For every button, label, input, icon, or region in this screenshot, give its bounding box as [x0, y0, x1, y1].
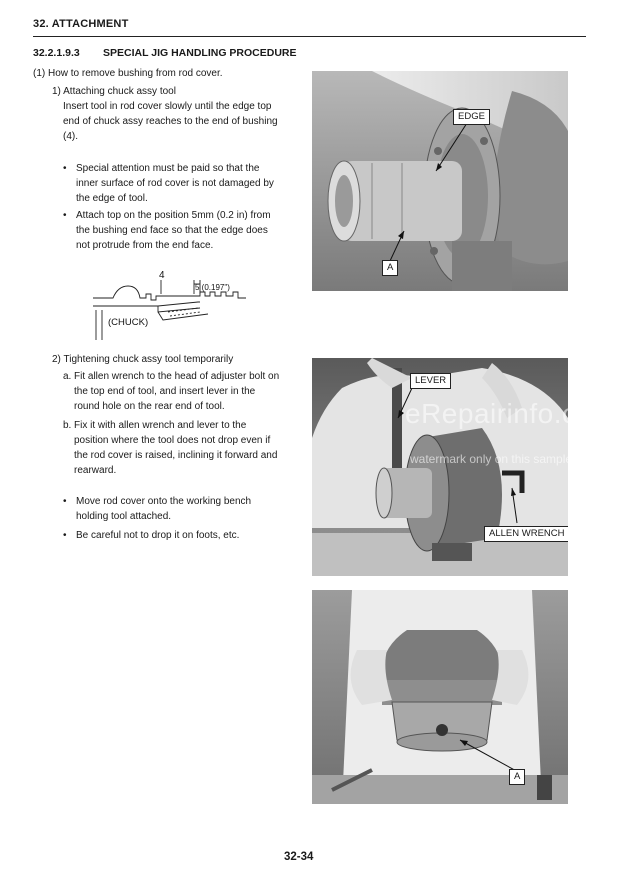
- step1-heading: (1) How to remove bushing from rod cover.: [33, 68, 223, 79]
- chuck-diagram: [88, 268, 268, 344]
- photo2-allen-wrench-label: ALLEN WRENCH: [484, 526, 568, 542]
- page-number: 32-34: [284, 851, 314, 863]
- bullet-dot: •: [63, 210, 67, 221]
- item-marker: a.: [63, 371, 72, 382]
- step1-sub-line-1: Insert tool in rod cover slowly until the edge top: [63, 101, 272, 112]
- photo2-lever-label: LEVER: [410, 373, 451, 389]
- photo-chuck-insertion: [312, 71, 568, 291]
- photo-rod-cover-carry: [312, 590, 568, 804]
- step2-item-b: [63, 418, 303, 480]
- item-line: the top end of tool, and insert lever in the: [74, 386, 256, 397]
- step2-sub-title: 2) Tightening chuck assy tool temporarily: [52, 354, 234, 365]
- item-line: round hole on the rear end of tool.: [74, 401, 225, 412]
- bullet-line: the edge of tool.: [76, 193, 148, 204]
- item-line: the rod cover is raised, inclining it forward and: [74, 450, 278, 461]
- step1-sub-line-3: (4).: [63, 131, 78, 142]
- step1-bullet-2: [63, 208, 323, 254]
- bullet-line: Be careful not to drop it on foots, etc.: [76, 530, 240, 541]
- bullet-line: not protrude from the end face.: [76, 240, 214, 251]
- photo-lever-wrench: [312, 358, 568, 576]
- bullet-line: Attach top on the position 5mm (0.2 in) from: [76, 210, 271, 221]
- bullet-line: the bushing end face so that the edge does: [76, 225, 268, 236]
- photo1-a-label: A: [382, 260, 398, 276]
- photo3-a-label: A: [509, 769, 525, 785]
- step2-item-a: [63, 369, 303, 415]
- photo1-edge-label: EDGE: [453, 109, 490, 125]
- section-number: 32.2.1.9.3: [33, 47, 80, 59]
- diagram-chuck-label: (CHUCK): [108, 317, 149, 328]
- bullet-dot: •: [63, 163, 67, 174]
- diagram-dimension-label: 5 (0.197"): [195, 283, 230, 292]
- item-line: rearward.: [74, 465, 117, 476]
- step2-bullet-1: [63, 494, 323, 525]
- item-line: Fit allen wrench to the head of adjuster bolt on: [74, 371, 280, 382]
- photo1-illustration: [312, 71, 568, 291]
- header-rule: [33, 36, 586, 37]
- watermark-site: eRepairinfo.com: [405, 398, 617, 429]
- bullet-line: holding tool attached.: [76, 511, 172, 522]
- bullet-line: Special attention must be paid so that the: [76, 163, 260, 174]
- bullet-dot: •: [63, 530, 67, 541]
- photo3-illustration: [312, 590, 568, 804]
- diagram-part-label: 4: [159, 270, 165, 281]
- bullet-dot: •: [63, 496, 67, 507]
- bullet-line: inner surface of rod cover is not damaged by: [76, 178, 274, 189]
- section-title: SPECIAL JIG HANDLING PROCEDURE: [103, 47, 297, 59]
- step1-sub-line-2: end of chuck assy reaches to the end of bushing: [63, 116, 278, 127]
- step1-sub-title: 1) Attaching chuck assy tool: [52, 86, 176, 97]
- step2-bullet-2: [63, 528, 323, 544]
- item-line: position where the tool does not drop even if: [74, 435, 271, 446]
- watermark-note: watermark only on this sample: [410, 452, 573, 466]
- page-header-title: 32. ATTACHMENT: [33, 18, 129, 30]
- item-marker: b.: [63, 420, 72, 431]
- photo2-illustration: [312, 358, 568, 576]
- item-line: Fix it with allen wrench and lever to the: [74, 420, 247, 431]
- step1-bullet-1: [63, 161, 323, 207]
- bullet-line: Move rod cover onto the working bench: [76, 496, 252, 507]
